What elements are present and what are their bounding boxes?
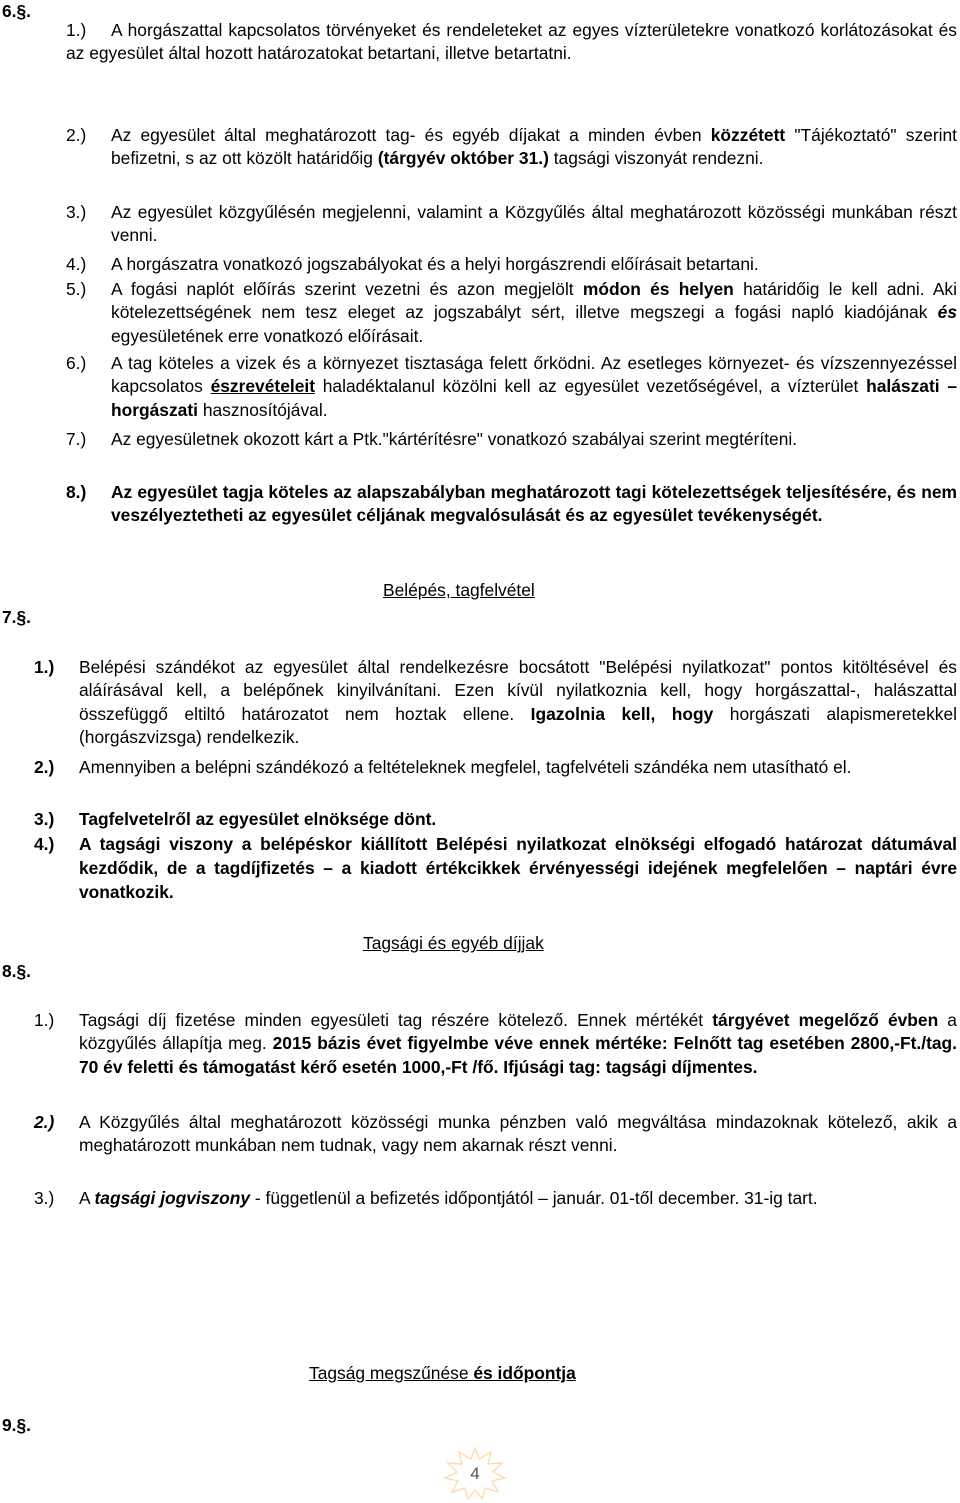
s6-item-1 xyxy=(66,19,957,66)
s7-item-3 xyxy=(34,808,957,831)
s6-item-5 xyxy=(66,278,957,348)
item-text: Tagsági díj fizetése minden egyesületi tag részére kötelező. Ennek mértékét tárgyévet megelőző évben a közgyűlés állapítja meg. 2015 bázis évet figyelmbe véve ennek mértéke: Felnőtt tag esetében 2800,-Ft./tag. 70 év feletti és támogatást kérő esetén 1000,-Ft /fő. Ifjúsági tag: tagsági díjmentes. xyxy=(79,1010,957,1077)
item-text: A tagsági viszony a belépéskor kiállított Belépési nyilatkozat elnökségi elfogadó határozat dátumával kezdődik, de a tagdíjfizetés – a kiadott értékcikkek érvényességi idejének megfelelően – naptári évre vonatkozik. xyxy=(79,834,957,902)
item-text: Tagfelvetelről az egyesület elnöksége dönt. xyxy=(79,809,437,829)
s7-item-1 xyxy=(34,656,957,750)
item-number: 3.) xyxy=(34,809,55,829)
item-text: A Közgyűlés által meghatározott közösségi munka pénzben való megváltása mindazoknak kötelező, akik a meghatározott munkában nem tudnak, vagy nem akarnak részt venni. xyxy=(79,1112,957,1156)
section-heading-7: Belépés, tagfelvétel xyxy=(383,580,535,600)
s6-item-6 xyxy=(66,352,957,422)
section-label-8: 8.§. xyxy=(2,961,32,981)
item-text: A tagsági jogviszony - függetlenül a befizetés időpontjától – január. 01-től december. 31-ig tart. xyxy=(79,1188,818,1208)
s8-item-3 xyxy=(34,1187,957,1210)
s6-item-7 xyxy=(66,428,957,451)
item-text: A horgászattal kapcsolatos törvényeket és rendeleteket az egyes vízterületekre vonatkozó korlátozásokat és az egyesület által hozott határozatokat betartani, illetve betartatni. xyxy=(66,20,957,64)
s6-item-4 xyxy=(66,253,957,276)
item-text: Az egyesületnek okozott kárt a Ptk."kártérítésre" vonatkozó szabályai szerint megtéríteni. xyxy=(111,429,798,449)
item-number: 4.) xyxy=(66,254,87,274)
page-number: 4 xyxy=(470,1464,480,1483)
item-number: 2.) xyxy=(66,125,87,145)
item-number: 6.) xyxy=(66,353,87,373)
item-number: 2.) xyxy=(34,757,55,777)
item-number: 3.) xyxy=(34,1188,55,1208)
s8-item-2 xyxy=(34,1111,957,1158)
s7-item-2 xyxy=(34,756,957,779)
item-number: 1.) xyxy=(66,20,87,40)
section-heading-8: Tagsági és egyéb díjjak xyxy=(363,933,544,953)
page-number-badge xyxy=(435,1445,515,1501)
s6-item-3 xyxy=(66,201,957,248)
item-number: 7.) xyxy=(66,429,87,449)
section-label-6: 6.§. xyxy=(2,1,32,21)
item-number: 3.) xyxy=(66,202,87,222)
s7-item-4 xyxy=(34,832,957,904)
item-number: 1.) xyxy=(34,1010,55,1030)
s6-item-8 xyxy=(66,481,957,528)
item-text: A fogási naplót előírás szerint vezetni és azon megjelölt módon és helyen határidőig le kell adni. Aki kötelezettségének nem tesz eleget az jogszabályt sért, illetve megszegi a fogási napló kiadójának és egyesületének erre vonatkozó előírásait. xyxy=(111,279,957,346)
section-label-7: 7.§. xyxy=(2,607,32,627)
item-number: 8.) xyxy=(66,482,87,502)
s8-item-1 xyxy=(34,1009,957,1079)
item-text: Az egyesület tagja köteles az alapszabályban meghatározott tagi kötelezettségek teljesítésére, és nem veszélyeztetheti az egyesület céljának megvalósulását és az egyesület tevékenységét. xyxy=(111,482,957,526)
item-text: Amennyiben a belépni szándékozó a feltételeknek megfelel, tagfelvételi szándéka nem utasítható el. xyxy=(79,757,852,777)
s6-item-2 xyxy=(66,124,957,171)
item-number: 4.) xyxy=(34,834,55,854)
section-label-9: 9.§. xyxy=(2,1415,32,1435)
item-text: A tag köteles a vizek és a környezet tisztasága felett őrködni. Az esetleges környezet- és vízszennyezéssel kapcsolatos észrevételeit haladéktalanul közölni kell az egyesület vezetőségével, a vízterület halászati – horgászati hasznosítójával. xyxy=(111,353,957,420)
item-text: Az egyesület által meghatározott tag- és egyéb díjakat a minden évben közzétett "Tájékoztató" szerint befizetni, s az ott közölt határidőig (tárgyév október 31.) tagsági viszonyát rendezni. xyxy=(111,125,957,169)
item-number: 2.) xyxy=(34,1112,55,1132)
item-number: 5.) xyxy=(66,279,87,299)
item-text: Az egyesület közgyűlésén megjelenni, valamint a Közgyűlés által meghatározott közösségi munkában részt venni. xyxy=(111,202,957,246)
section-heading-9: Tagság megszűnése és időpontja xyxy=(309,1363,576,1383)
item-text: Belépési szándékot az egyesület által rendelkezésre bocsátott "Belépési nyilatkozat" pontos kitöltésével és aláírásával kell, a belépőnek kinyilvánítani. Ezen kívül nyilatkoznia kell, hogy horgászattal-, halászattal összefüggő eltiltó határozatot nem hoztak ellene. Igazolnia kell, hogy horgászati alapismeretekkel (horgászvizsga) rendelkezik. xyxy=(79,657,957,748)
item-number: 1.) xyxy=(34,657,55,677)
item-text: A horgászatra vonatkozó jogszabályokat és a helyi horgászrendi előírásait betartani. xyxy=(111,254,759,274)
